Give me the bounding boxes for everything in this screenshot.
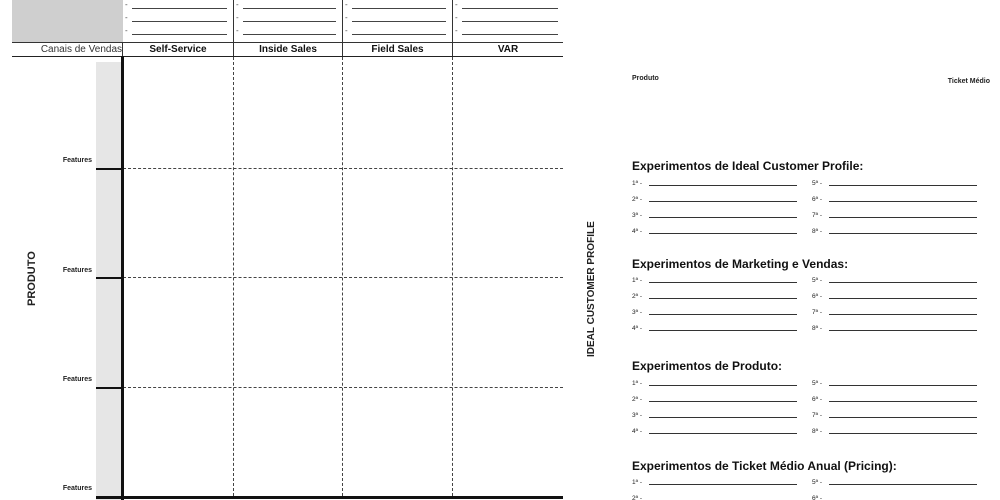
experiment-line[interactable] <box>812 179 977 188</box>
experiment-line[interactable] <box>632 195 797 204</box>
blank-line <box>649 478 797 485</box>
item-number: 7ª - <box>812 212 822 219</box>
line-prefix: - <box>455 0 458 9</box>
section-title: Experimentos de Ideal Customer Profile: <box>632 159 864 173</box>
experiment-line[interactable] <box>632 427 797 436</box>
blank-line <box>352 34 446 35</box>
line-prefix: - <box>125 13 128 22</box>
experiment-line[interactable] <box>812 292 977 301</box>
item-number: 4ª - <box>632 428 642 435</box>
blank-line <box>829 195 977 202</box>
section-title: Experimentos de Ticket Médio Anual (Pricing): <box>632 459 897 473</box>
line-prefix: - <box>236 26 239 35</box>
item-number: 4ª - <box>632 325 642 332</box>
item-number: 4ª - <box>632 228 642 235</box>
channel-inside-sales: Inside Sales <box>259 44 317 55</box>
line-prefix: - <box>125 26 128 35</box>
experiment-line[interactable] <box>632 276 797 285</box>
channel-notes-field-sales <box>343 0 453 42</box>
experiment-line[interactable] <box>632 395 797 404</box>
bottom-axis <box>96 496 563 499</box>
item-number: 6ª - <box>812 293 822 300</box>
blank-line <box>462 8 558 9</box>
line-prefix: - <box>236 13 239 22</box>
blank-line <box>132 34 227 35</box>
blank-line <box>132 21 227 22</box>
blank-line <box>649 276 797 283</box>
section-title: Experimentos de Marketing e Vendas: <box>632 257 849 271</box>
item-number: 2ª - <box>632 293 642 300</box>
blank-line <box>649 324 797 331</box>
feature-tick <box>96 387 123 389</box>
icp-vertical-label: IDEAL CUSTOMER PROFILE <box>586 221 597 357</box>
blank-line <box>829 379 977 386</box>
experiment-line[interactable] <box>632 179 797 188</box>
item-number: 7ª - <box>812 309 822 316</box>
experiment-line[interactable] <box>632 308 797 317</box>
experiment-line[interactable] <box>812 494 977 500</box>
blank-line <box>243 21 336 22</box>
blank-line <box>649 308 797 315</box>
item-number: 8ª - <box>812 428 822 435</box>
experiment-line[interactable] <box>812 411 977 420</box>
blank-line <box>649 494 797 500</box>
item-number: 2ª - <box>632 196 642 203</box>
experiment-line[interactable] <box>812 379 977 388</box>
ticket-label: Ticket Médio <box>947 78 990 85</box>
blank-line <box>649 179 797 186</box>
item-number: 2ª - <box>632 495 642 500</box>
blank-line <box>649 211 797 218</box>
experiment-line[interactable] <box>812 478 977 487</box>
product-axis-label: PRODUTO <box>26 251 38 306</box>
blank-line <box>649 195 797 202</box>
blank-line <box>829 276 977 283</box>
item-number: 3ª - <box>632 309 642 316</box>
blank-line <box>352 21 446 22</box>
blank-line <box>243 8 336 9</box>
channel-notes-inside-sales <box>234 0 343 42</box>
features-label: Features <box>62 485 92 492</box>
item-number: 5ª - <box>812 479 822 486</box>
experiment-line[interactable] <box>632 411 797 420</box>
blank-line <box>649 427 797 434</box>
channel-notes-self-service <box>123 0 234 42</box>
item-number: 5ª - <box>812 180 822 187</box>
blank-line <box>829 324 977 331</box>
header-bottom-rule <box>12 56 563 57</box>
feature-tick <box>96 277 123 279</box>
features-label: Features <box>62 267 92 274</box>
blank-line <box>649 292 797 299</box>
blank-line <box>352 8 446 9</box>
feature-tick <box>96 168 123 170</box>
experiment-line[interactable] <box>812 324 977 333</box>
line-prefix: - <box>345 13 348 22</box>
line-prefix: - <box>345 0 348 9</box>
item-number: 1ª - <box>632 180 642 187</box>
blank-line <box>649 227 797 234</box>
item-number: 8ª - <box>812 228 822 235</box>
item-number: 6ª - <box>812 196 822 203</box>
blank-line <box>649 395 797 402</box>
line-prefix: - <box>125 0 128 9</box>
row-divider <box>123 168 563 169</box>
product-axis <box>121 56 124 500</box>
line-prefix: - <box>345 26 348 35</box>
blank-line <box>462 21 558 22</box>
blank-line <box>243 34 336 35</box>
line-prefix: - <box>236 0 239 9</box>
line-prefix: - <box>455 26 458 35</box>
item-number: 5ª - <box>812 277 822 284</box>
item-number: 2ª - <box>632 396 642 403</box>
blank-line <box>829 478 977 485</box>
experiment-line[interactable] <box>632 292 797 301</box>
item-number: 1ª - <box>632 380 642 387</box>
blank-line <box>829 179 977 186</box>
item-number: 7ª - <box>812 412 822 419</box>
sales-channels-label: Canais de Vendas <box>40 44 122 55</box>
blank-line <box>649 379 797 386</box>
blank-line <box>829 211 977 218</box>
channel-self-service: Self-Service <box>149 44 207 55</box>
feature-strip <box>96 62 122 500</box>
blank-line <box>462 34 558 35</box>
experiment-line[interactable] <box>812 276 977 285</box>
blank-line <box>132 8 227 9</box>
item-number: 3ª - <box>632 412 642 419</box>
experiment-line[interactable] <box>812 211 977 220</box>
blank-line <box>829 427 977 434</box>
row-divider <box>123 387 563 388</box>
blank-line <box>829 494 977 500</box>
channel-field-sales: Field Sales <box>371 44 424 55</box>
experiment-line[interactable] <box>632 379 797 388</box>
features-label: Features <box>62 376 92 383</box>
blank-line <box>829 292 977 299</box>
experiment-line[interactable] <box>812 195 977 204</box>
item-number: 3ª - <box>632 212 642 219</box>
header-gray-block <box>12 0 123 42</box>
channel-notes-var <box>453 0 563 42</box>
line-prefix: - <box>455 13 458 22</box>
experiment-line[interactable] <box>812 427 977 436</box>
experiment-line[interactable] <box>632 211 797 220</box>
blank-line <box>829 308 977 315</box>
channel-var: VAR <box>497 44 519 55</box>
item-number: 1ª - <box>632 277 642 284</box>
item-number: 6ª - <box>812 495 822 500</box>
item-number: 5ª - <box>812 380 822 387</box>
experiment-line[interactable] <box>632 324 797 333</box>
experiment-line[interactable] <box>632 227 797 236</box>
product-label: Produto <box>632 75 659 82</box>
blank-line <box>829 411 977 418</box>
blank-line <box>829 395 977 402</box>
experiment-line[interactable] <box>812 308 977 317</box>
item-number: 8ª - <box>812 325 822 332</box>
section-title: Experimentos de Produto: <box>632 359 783 373</box>
features-label: Features <box>62 157 92 164</box>
row-divider <box>123 277 563 278</box>
item-number: 1ª - <box>632 479 642 486</box>
experiment-line[interactable] <box>812 395 977 404</box>
experiment-line[interactable] <box>632 494 797 500</box>
experiment-line[interactable] <box>812 227 977 236</box>
blank-line <box>649 411 797 418</box>
blank-line <box>829 227 977 234</box>
item-number: 6ª - <box>812 396 822 403</box>
experiment-line[interactable] <box>632 478 797 487</box>
